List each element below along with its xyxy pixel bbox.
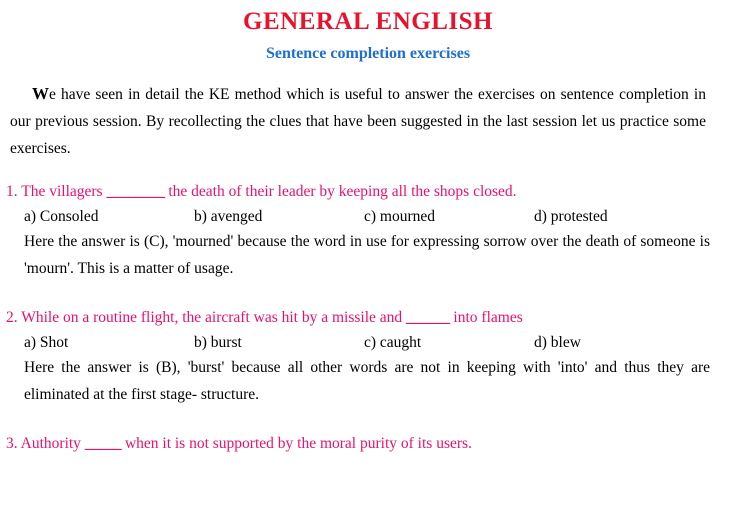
question-3 [6,432,736,457]
spacer [0,409,736,423]
question-1-options [24,208,736,226]
question-2-explanation: Here the answer is (B), 'burst' because all other words are not in keeping with 'into' and thus they are eliminated at the first stage- structure. [24,359,710,404]
page-title: GENERAL ENGLISH [243,8,493,35]
question-1-blank: ________ [106,182,165,200]
question-2-options [24,334,736,352]
question-3-number: 3. [6,434,18,452]
question-2-text-after: into flames [453,308,523,326]
question-2-blank: ______ [406,308,450,326]
intro-paragraph [10,79,706,162]
question-2-option-c: c) caught [364,334,422,352]
question-1-number: 1. [6,182,18,200]
question-1-text-after: the death of their leader by keeping all the shops closed. [168,182,517,200]
question-2 [6,306,736,331]
question-3-blank: _____ [84,434,122,452]
spacer [0,283,736,297]
question-2-option-b: b) burst [194,334,242,352]
question-1-option-a: a) Consoled [24,208,99,226]
question-1 [6,180,736,205]
intro-text: e have seen in detail the KE method which is useful to answer the exercises on sentence completion in our previous session. By recollecting the clues that have been suggested in the last session let us practice some exercises. [10,86,706,157]
question-1-text-before: The villagers [21,182,103,200]
question-3-text-before: Authority [20,434,81,452]
spacer [0,163,736,171]
question-3-text-after: when it is not supported by the moral purity of its users. [124,434,472,452]
document-page [0,8,736,521]
question-2-option-a: a) Shot [24,334,69,352]
question-2-option-d: d) blew [534,334,581,352]
question-1-option-c: c) mourned [364,208,436,226]
question-1-option-d: d) protested [534,208,608,226]
page-subtitle: Sentence completion exercises [265,44,471,62]
question-2-number: 2. [6,308,18,326]
question-2-text-before: While on a routine flight, the aircraft was hit by a missile and [21,308,403,326]
question-1-explanation: Here the answer is (C), 'mourned' because the word in use for expressing sorrow over the death of someone is 'mourn'. This is a matter of usage. [24,233,710,277]
intro-first-letter: W [32,84,49,104]
question-1-option-b: b) avenged [194,208,263,226]
